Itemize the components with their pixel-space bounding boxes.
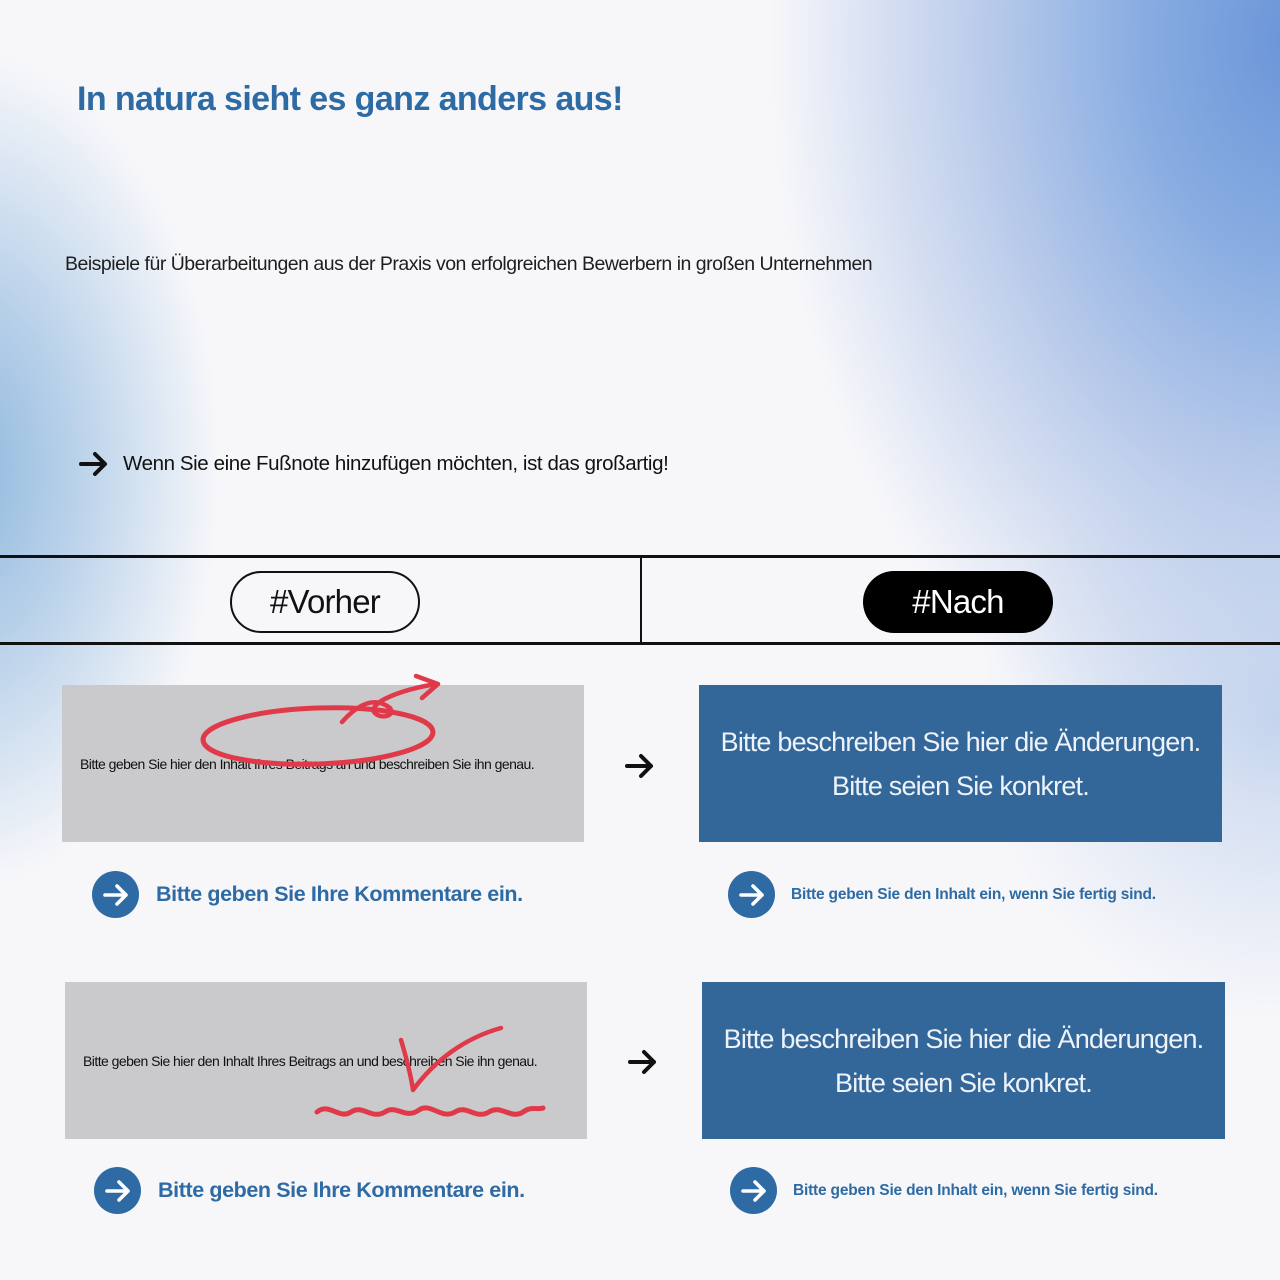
arrow-right-icon (78, 449, 110, 479)
before-label-pill: #Vorher (230, 571, 420, 633)
arrow-right-icon (624, 751, 656, 781)
arrow-circle-icon (94, 1167, 141, 1214)
arrow-circle-icon (730, 1167, 777, 1214)
after-card-line2: Bitte seien Sie konkret. (832, 770, 1089, 801)
arrow-circle-icon (92, 871, 139, 918)
comment-text: Bitte geben Sie Ihre Kommentare ein. (158, 1178, 525, 1202)
after-card-line1: Bitte beschreiben Sie hier die Änderungen. (720, 726, 1201, 757)
before-card-text: Bitte geben Sie hier den Inhalt Ihres Beitrags an und beschreiben Sie ihn genau. (80, 755, 535, 772)
before-after-band (0, 555, 1280, 645)
after-card-2 (702, 982, 1225, 1139)
arrow-circle-icon (728, 871, 775, 918)
after-comment-1 (728, 871, 1156, 918)
footnote (78, 449, 668, 479)
before-comment-1 (92, 871, 523, 918)
after-comment-2 (730, 1167, 1158, 1214)
after-card-1 (699, 685, 1222, 842)
page-title: In natura sieht es ganz anders aus! (77, 80, 623, 118)
comment-text: Bitte geben Sie den Inhalt ein, wenn Sie fertig sind. (791, 885, 1156, 903)
before-comment-2 (94, 1167, 525, 1214)
after-card-line1: Bitte beschreiben Sie hier die Änderungen. (723, 1023, 1204, 1054)
before-card-text: Bitte geben Sie hier den Inhalt Ihres Beitrags an und beschreiben Sie ihn genau. (83, 1052, 538, 1069)
arrow-right-icon (627, 1047, 659, 1077)
comment-text: Bitte geben Sie den Inhalt ein, wenn Sie fertig sind. (793, 1181, 1158, 1199)
footnote-text: Wenn Sie eine Fußnote hinzufügen möchten, ist das großartig! (123, 452, 669, 475)
page-subtitle: Beispiele für Überarbeitungen aus der Praxis von erfolgreichen Bewerbern in großen Unternehmen (65, 253, 873, 275)
after-card-line2: Bitte seien Sie konkret. (835, 1067, 1092, 1098)
band-divider (640, 558, 642, 642)
before-card-1 (62, 685, 584, 842)
after-label-pill: #Nach (863, 571, 1053, 633)
comment-text: Bitte geben Sie Ihre Kommentare ein. (156, 882, 523, 906)
before-card-2 (65, 982, 587, 1139)
